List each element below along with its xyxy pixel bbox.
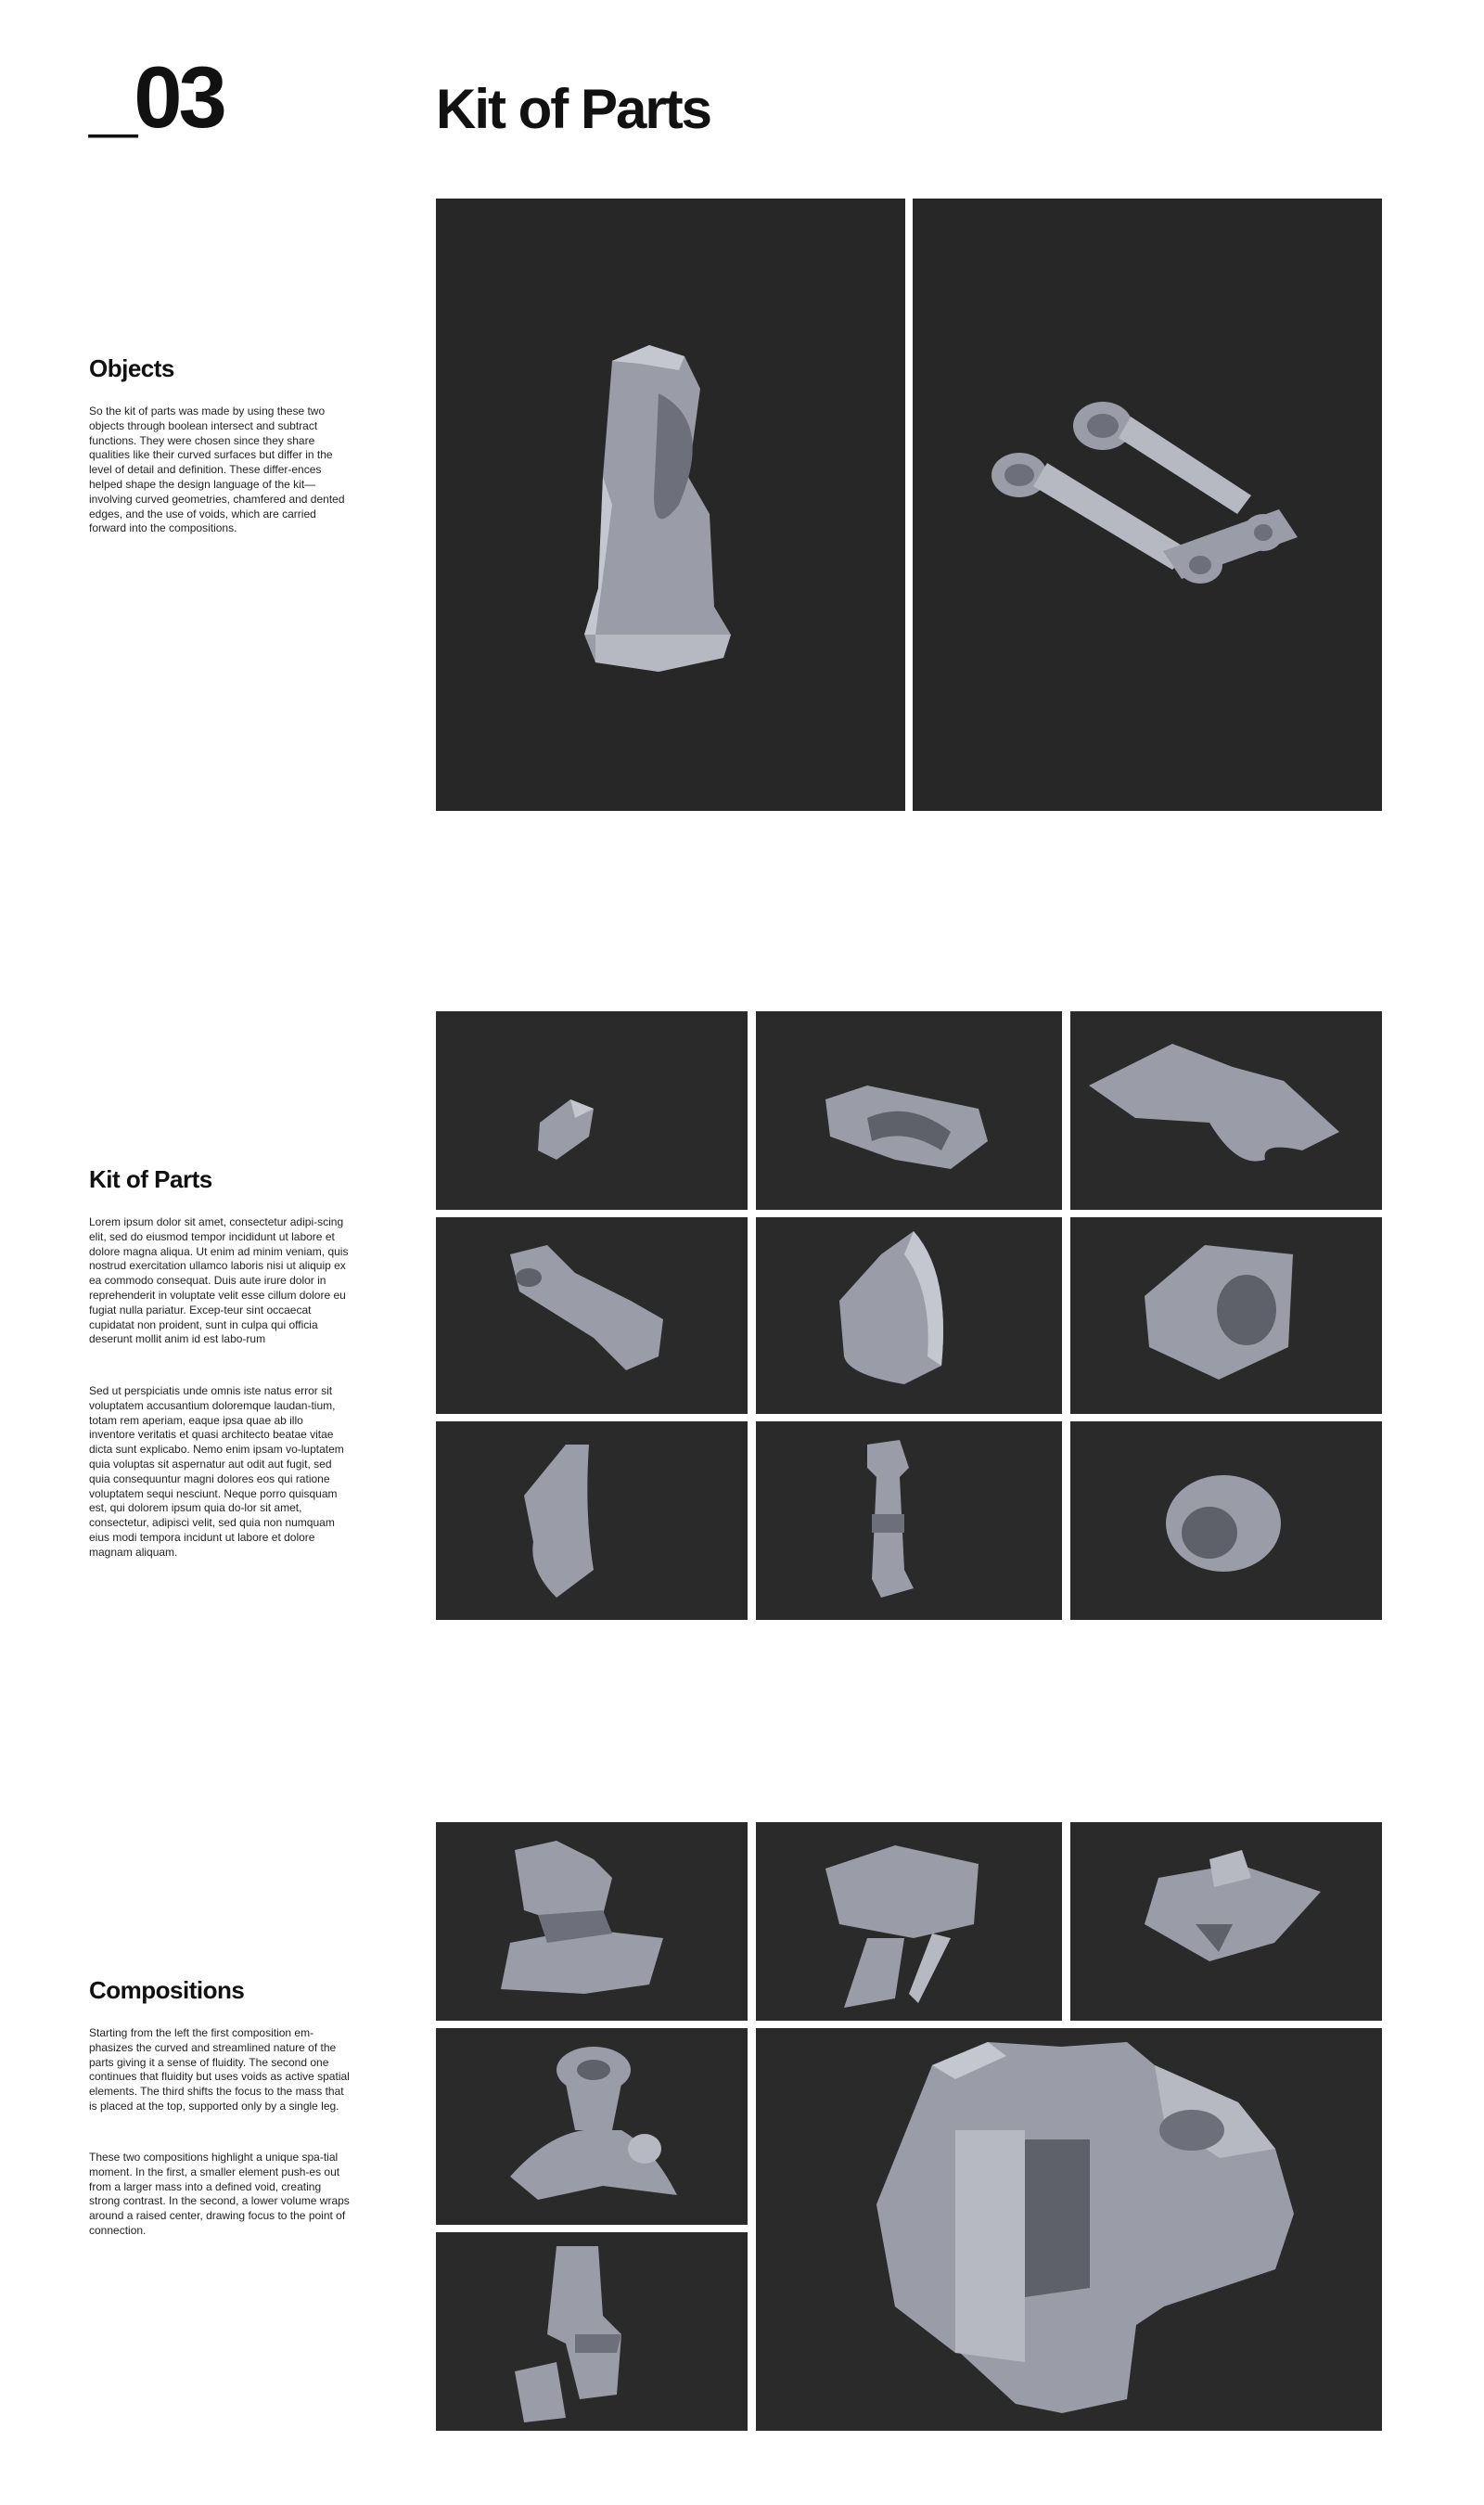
- composition-render: [1070, 1822, 1382, 2021]
- page-title: Kit of Parts: [436, 78, 711, 140]
- compositions-heading: Compositions: [89, 1976, 245, 2004]
- composition-render-large: [756, 2028, 1382, 2431]
- kit-heading: Kit of Parts: [89, 1165, 212, 1193]
- kit-part-render: [436, 1421, 748, 1620]
- objects-heading: Objects: [89, 354, 174, 382]
- objects-description: So the kit of parts was made by using these two objects through boolean intersect and subtract functions. They were chosen since they share qualities like their curved surfaces but differ in the level of detail and definition. These differ-ences helped shape the design language of the kit—involving curved geometries, chamfered and dented edges, and the use of voids, which are carried forward into the compositions.: [89, 405, 345, 535]
- kit-description-1: Lorem ipsum dolor sit amet, consectetur adipi-scing elit, sed do eiusmod tempor incididunt ut labore et dolore magna aliqua. Ut enim ad minim veniam, quis nostrud exercitation ullamco laboris nisi ut aliquip ex ea commodo consequat. Duis aute irure dolor in reprehenderit in voluptate velit esse cillum dolore eu fugiat nulla pariatur. Excep-teur sint occaecat cupidatat non proident, sunt in culpa qui officia deserunt mollit anim id est labo-rum: [89, 1215, 349, 1346]
- compositions-description-2: These two compositions highlight a unique spa-tial moment. In the first, a smaller element push-es out from a larger mass into a defined void, creating strong contrast. In the second, a lower volume wraps around a raised center, drawing focus to the point of connection.: [89, 2151, 350, 2237]
- kit-part-render: [756, 1217, 1062, 1414]
- composition-render: [436, 1822, 748, 2021]
- kit-part-render: [436, 1011, 748, 1210]
- compositions-description-1: Starting from the left the first composition em-phasizes the curved and streamlined nature of the parts giving it a sense of fluidity. The second one continues that fluidity but uses voids as active spatial elements. The third shifts the focus to the mass that is placed at the top, supported only by a single leg.: [89, 2026, 350, 2113]
- kit-description-2: Sed ut perspiciatis unde omnis iste natus error sit voluptatem accusantium doloremque laudan-tium, totam rem aperiam, eaque ipsa quae ab illo inventore veritatis et quasi architecto beatae vitae dicta sunt explicabo. Nemo enim ipsam vo-luptatem quia voluptas sit aspernatur aut odit aut fugit, sed quia consequuntur magni dolores eos qui ratione voluptatem sequi nesciunt. Neque porro quisquam est, qui dolorem ipsum quia do-lor sit amet, consectetur, adipisci velit, sed quia non numquam eius modi tempora incidunt ut labore et dolore magnam aliquam.: [89, 1384, 344, 1559]
- composition-render: [756, 1822, 1062, 2021]
- composition-render: [436, 2028, 748, 2225]
- composition-render: [436, 2232, 748, 2431]
- kit-part-render: [1070, 1421, 1382, 1620]
- object-render-linkage: [913, 199, 1382, 811]
- section-number: _03: [89, 48, 224, 146]
- object-render-vase: [436, 199, 905, 811]
- kit-part-render: [436, 1217, 748, 1414]
- kit-part-render: [756, 1011, 1062, 1210]
- kit-part-render: [756, 1421, 1062, 1620]
- kit-part-render: [1070, 1217, 1382, 1414]
- kit-part-render: [1070, 1011, 1382, 1210]
